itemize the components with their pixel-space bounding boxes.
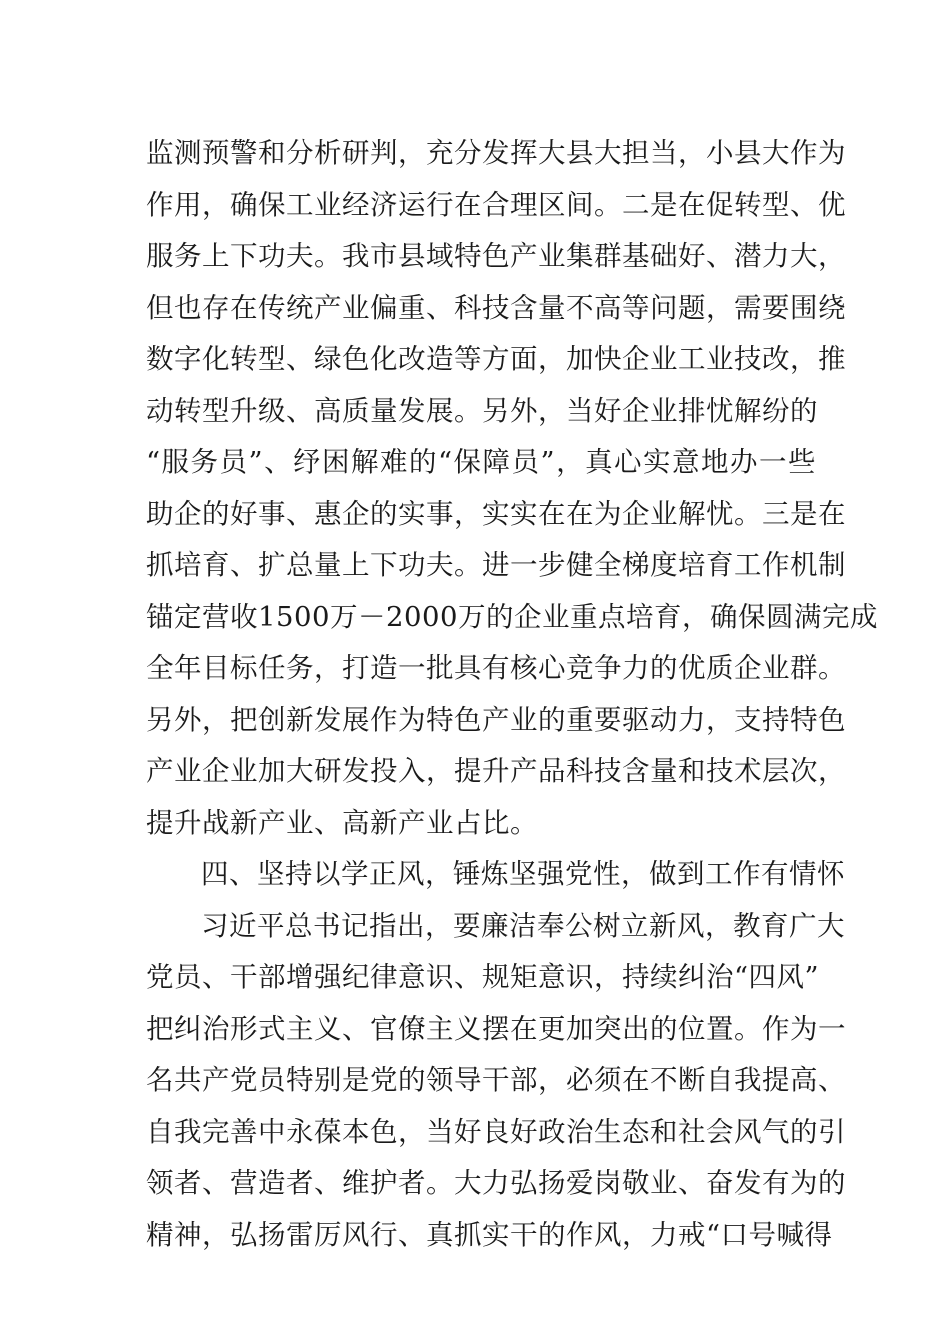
text-line: 领者、营造者、维护者。大力弘扬爱岗敬业、奋发有为的 [146,1167,846,1199]
text-line: 精神，弘扬雷厉风行、真抓实干的作风，力戒“口号喊得 [146,1218,833,1251]
text-line: 另外，把创新发展作为特色产业的重要驱动力，支持特色 [146,703,846,736]
text-line: 抓培育、扩总量上下功夫。进一步健全梯度培育工作机制 [146,549,846,581]
text-line: 服务上下功夫。我市县域特色产业集群基础好、潜力大， [146,240,846,272]
text-line: 产业企业加大研发投入，提升产品科技含量和技术层次， [146,755,846,787]
text-line: 名共产党员特别是党的领导干部，必须在不断自我提高、 [146,1064,846,1096]
text-line: 数字化转型、绿色化改造等方面，加快企业工业技改，推 [146,343,846,375]
paragraph-last-line: 提升战新产业、高新产业占比。 [146,806,538,839]
section-heading: 四、坚持以学正风，锤炼坚强党性，做到工作有情怀 [201,858,845,890]
text-line: 全年目标任务，打造一批具有核心竞争力的优质企业群。 [146,652,846,684]
text-line: “服务员”、纾困解难的“保障员”，真心实意地办一些 [146,446,816,478]
text-line: 但也存在传统产业偏重、科技含量不高等问题，需要围绕 [146,291,846,324]
text-line: 监测预警和分析研判，充分发挥大县大担当，小县大作为 [146,137,846,169]
text-line: 锚定营收1500万－2000万的企业重点培育，确保圆满完成 [146,600,878,633]
text-line: 把纠治形式主义、官僚主义摆在更加突出的位置。作为一 [146,1012,846,1045]
body-text [146,128,878,1261]
text-line: 动转型升级、高质量发展。另外，当好企业排忧解纷的 [146,394,818,427]
text-line: 党员、干部增强纪律意识、规矩意识，持续纠治“四风” [146,961,820,993]
text-line: 作用，确保工业经济运行在合理区间。二是在促转型、优 [146,188,846,221]
text-line: 助企的好事、惠企的实事，实实在在为企业解忧。三是在 [146,497,846,530]
text-line: 自我完善中永葆本色，当好良好政治生态和社会风气的引 [146,1115,846,1148]
paragraph-first-line: 习近平总书记指出，要廉洁奉公树立新风，教育广大 [201,909,845,942]
